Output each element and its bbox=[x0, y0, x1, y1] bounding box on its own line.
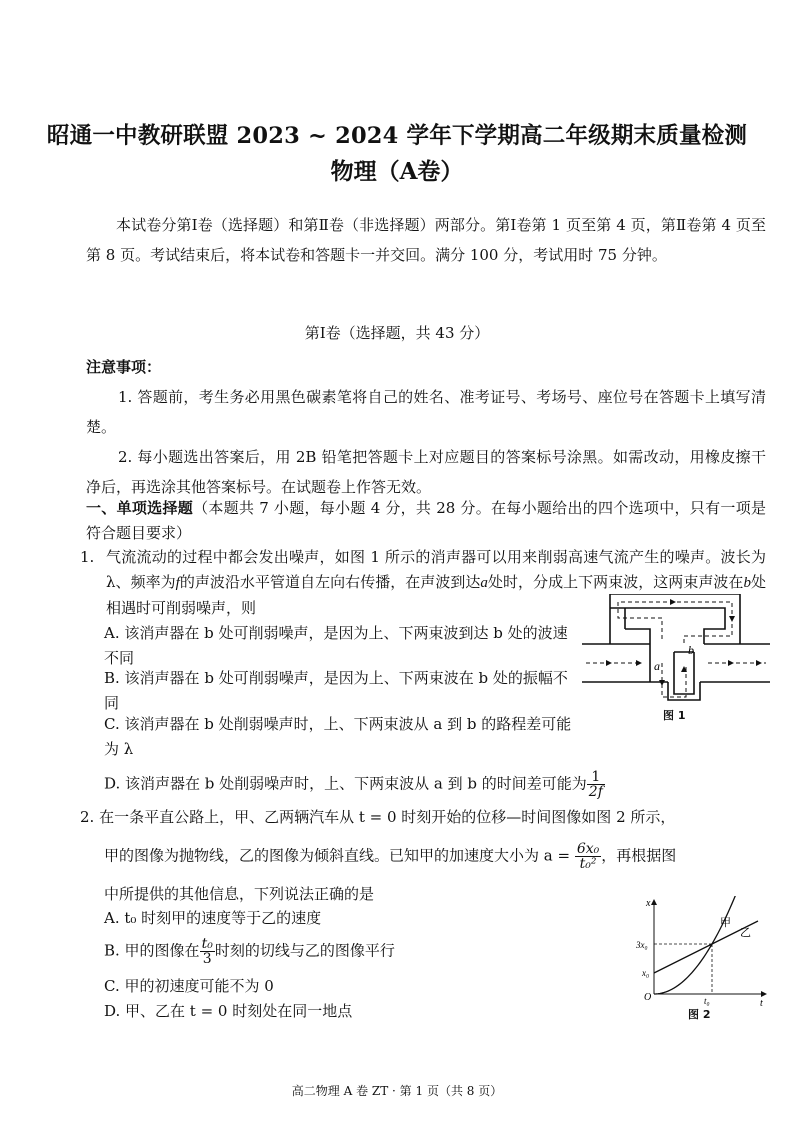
exam-title: 昭通一中教研联盟 2023 ~ 2024 学年下学期高二年级期末质量检测 bbox=[46, 123, 748, 149]
exam-subtitle: 物理（A卷） bbox=[330, 158, 464, 185]
figure-2-jia-label: 甲 bbox=[720, 917, 731, 929]
q1-var-a: a bbox=[480, 575, 488, 591]
q1-option-a: A. 该消声器在 b 处可削弱噪声，是因为上、下两束波到达 b 处的波速不同 bbox=[104, 624, 568, 667]
notice-item-2: 2. 每小题选出答案后，用 2B 铅笔把答题卡上对应题目的答案标号涂黑。如需改动，用橡皮擦干净后，再选涂其他答案标号。在试题卷上作答无效。 bbox=[86, 448, 766, 496]
figure-2-t0-label: t₀ bbox=[704, 996, 710, 1006]
q2-option-d: D. 甲、乙在 t = 0 时刻处在同一地点 bbox=[104, 1002, 353, 1020]
q1-stem-part-d: 处相遇时可削弱噪声，则 bbox=[106, 573, 766, 617]
q2-stem-line-3: ，再根据图 bbox=[601, 846, 677, 865]
figure-2-xt-graph bbox=[636, 896, 770, 1008]
q2-option-c: C. 甲的初速度可能不为 0 bbox=[104, 977, 274, 995]
figure-1-label-b: b bbox=[688, 643, 694, 657]
section-title: 第Ⅰ卷（选择题，共 43 分） bbox=[304, 324, 490, 342]
figure-2-curve-jia bbox=[654, 896, 748, 994]
figure-2-t-label: t bbox=[760, 998, 763, 1008]
figure-2-x0-label: x₀ bbox=[642, 968, 650, 978]
q2-accel-denominator: t₀² bbox=[579, 856, 597, 872]
q1-option-d bbox=[104, 770, 724, 799]
part-heading-label: 一、单项选择题 bbox=[86, 499, 194, 517]
q2-accel-numerator: 6x₀ bbox=[576, 841, 600, 857]
notice-item-1: 1. 答题前，考生务必用黑色碳素笔将自己的姓名、准考证号、考场号、座位号在答题卡上填写清楚。 bbox=[86, 388, 766, 436]
figure-2-origin-label: O bbox=[644, 992, 652, 1003]
q1-var-f: f bbox=[175, 575, 180, 591]
figure-2-caption: 图 2 bbox=[688, 1008, 711, 1021]
q2-option-a: A. t₀ 时刻甲的速度等于乙的速度 bbox=[104, 909, 322, 927]
intro-paragraph: 本试卷分第Ⅰ卷（选择题）和第Ⅱ卷（非选择题）两部分。第Ⅰ卷第 1 页至第 4 页，第Ⅱ卷第 4 页至第 8 页。考试结束后，将本试卷和答题卡一并交回。满分 100 分，考试用时 75 分钟。 bbox=[86, 216, 766, 264]
figure-1-caption: 图 1 bbox=[663, 709, 686, 722]
question-2-number: 2. bbox=[80, 808, 95, 826]
q1-var-b: b bbox=[743, 575, 751, 591]
q1-option-c: C. 该消声器在 b 处削弱噪声时，上、下两束波从 a 到 b 的路程差可能为 λ bbox=[104, 715, 572, 758]
q1-option-d-text: D. 该消声器在 b 处削弱噪声时，上、下两束波从 a 到 b 的时间差可能为 bbox=[104, 774, 587, 793]
q1-option-d-denominator: 2f bbox=[588, 784, 603, 800]
figure-2-yi-label: 乙 bbox=[740, 927, 751, 939]
q2-option-b-text-post: 时刻的切线与乙的图像平行 bbox=[214, 941, 395, 960]
q1-option-d-fraction bbox=[587, 770, 605, 799]
q1-stem-part-a: 气流流动的过程中都会发出噪声，如图 1 所示的消声器可以用来削弱高速气流产生的噪声。波长为 λ、频率为 bbox=[106, 548, 766, 591]
q1-stem-part-b: 的声波沿水平管道自左向右传播，在声波到达 bbox=[179, 573, 481, 591]
q1-option-b: B. 该消声器在 b 处可削弱噪声，是因为上、下两束波在 b 处的振幅不同 bbox=[104, 669, 568, 712]
q1-stem-part-c: 处时，分成上下两束波，这两束声波在 bbox=[487, 573, 744, 591]
page-footer: 高二物理 A 卷 ZT · 第 1 页（共 8 页） bbox=[291, 1084, 503, 1098]
q2-stem-line-1: 在一条平直公路上，甲、乙两辆汽车从 t = 0 时刻开始的位移—时间图像如图 2 所示， bbox=[99, 808, 676, 826]
figure-1-muffler-diagram bbox=[580, 594, 770, 724]
q2-stem-line-4: 中所提供的其他信息，下列说法正确的是 bbox=[104, 885, 375, 903]
part-heading bbox=[86, 496, 766, 546]
q2-stem-line-2: 甲的图像为抛物线，乙的图像为倾斜直线。已知甲的加速度大小为 a = bbox=[104, 846, 571, 865]
q2-option-b-denominator: 3 bbox=[202, 951, 212, 967]
figure-2-3x0-label: 3x₀ bbox=[636, 940, 648, 950]
figure-1-label-a: a bbox=[654, 659, 660, 673]
q2-option-b-fraction bbox=[200, 937, 215, 966]
question-2-line-2 bbox=[104, 842, 774, 871]
q2-option-b-numerator: t₀ bbox=[201, 936, 213, 952]
q2-option-b-text-pre: B. 甲的图像在 bbox=[104, 941, 200, 960]
q1-option-d-numerator: 1 bbox=[587, 770, 605, 785]
question-1-number: 1. bbox=[80, 548, 95, 566]
part-heading-desc: （本题共 7 小题，每小题 4 分，共 28 分。在每小题给出的四个选项中，只有一项是符合题目要求） bbox=[86, 499, 766, 542]
notice-heading: 注意事项： bbox=[86, 358, 162, 376]
figure-2-x-label: x bbox=[646, 898, 651, 909]
q2-option-b bbox=[104, 937, 624, 966]
question-2-line-1 bbox=[80, 805, 770, 830]
q2-accel-fraction bbox=[575, 842, 601, 871]
